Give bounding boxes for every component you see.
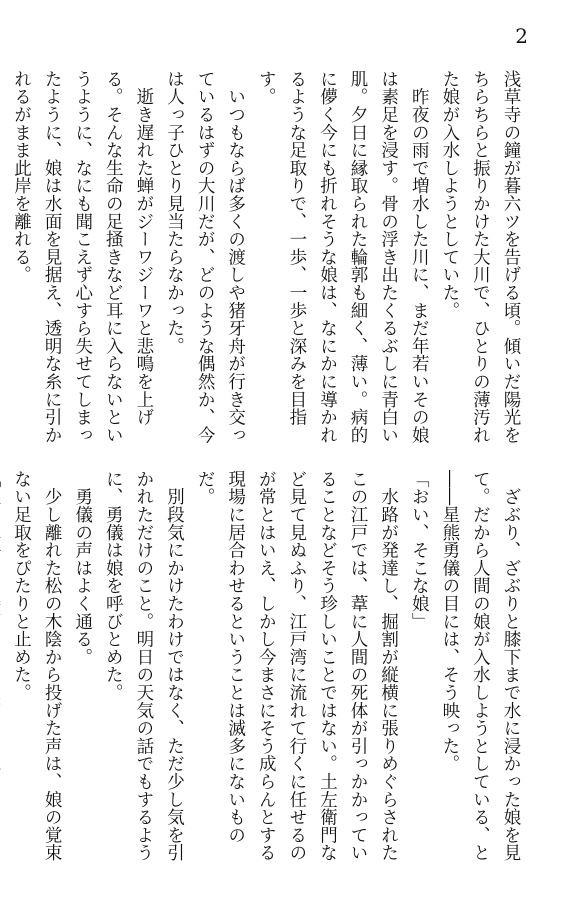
- lower-text-block: [11, 470, 526, 862]
- paragraph: ざぶり、ざぶりと膝下まで水に浸かった娘を見て。だから人間の娘が入水しようとしている、と――星熊勇儀の目には、そう映った。: [439, 470, 521, 862]
- paragraph: いつもならば多くの渡しや猪牙舟が行き交っているはずの大川だが、どのような偶然か、今は人っ子ひとり見当たらなかった。: [164, 70, 246, 444]
- dialogue-line: 「おい、そこな娘」: [409, 470, 430, 631]
- dialogue-line: [0, 470, 6, 862]
- paragraph: 昨夜の雨で増水した川に、まだ年若いその娘は素足を浸す。骨の浮き出たくるぶしに青白い肌。夕日に縁取られた輪郭も細く、薄い。病的に儚く今にも折れそうな娘は、なにかに導かれるような足取りで、一歩、一歩と深みを目指す。: [256, 70, 430, 444]
- paragraph: 浅草寺の鐘が暮六ツを告げる頃。傾いだ陽光をちらちらと振りかけた大川で、ひとりの薄汚れた娘が入水しようとしていた。: [439, 70, 521, 444]
- paragraph: 水路が発達し、掘割が縦横に張りめぐらされたこの江戸では、葦に人間の死体が引っかかっていることなどそう珍しいことではない。土左衛門など見て見ぬふり、江戸湾に流れて行くに任せるのが常とはいえ、しかし今まさにそう成らんとする現場に居合わせるということは滅多にないものだ。: [195, 470, 399, 862]
- paragraph: 少し離れた松の木陰から投げた声は、娘の覚束ない足取をぴたりと止めた。: [11, 470, 63, 862]
- page-number: 2: [515, 24, 528, 48]
- upper-text-block: [11, 70, 526, 450]
- paragraph: 別段気にかけたわけではなく、ただ少し気を引かれただけのこと。明日の天気の話でもするように、勇儀は娘を呼びとめた。: [103, 470, 185, 862]
- paragraph: 逝き遅れた蝉がジーワジーワと悲鳴を上げる。そんな生命の足掻きなど耳に入らないというように、なにも聞こえず心すら失せてしまったように、娘は水面を見据え、透明な糸に引かれるがまま此岸を離れる。: [11, 70, 154, 444]
- paragraph: 勇儀の声はよく通る。: [72, 470, 93, 666]
